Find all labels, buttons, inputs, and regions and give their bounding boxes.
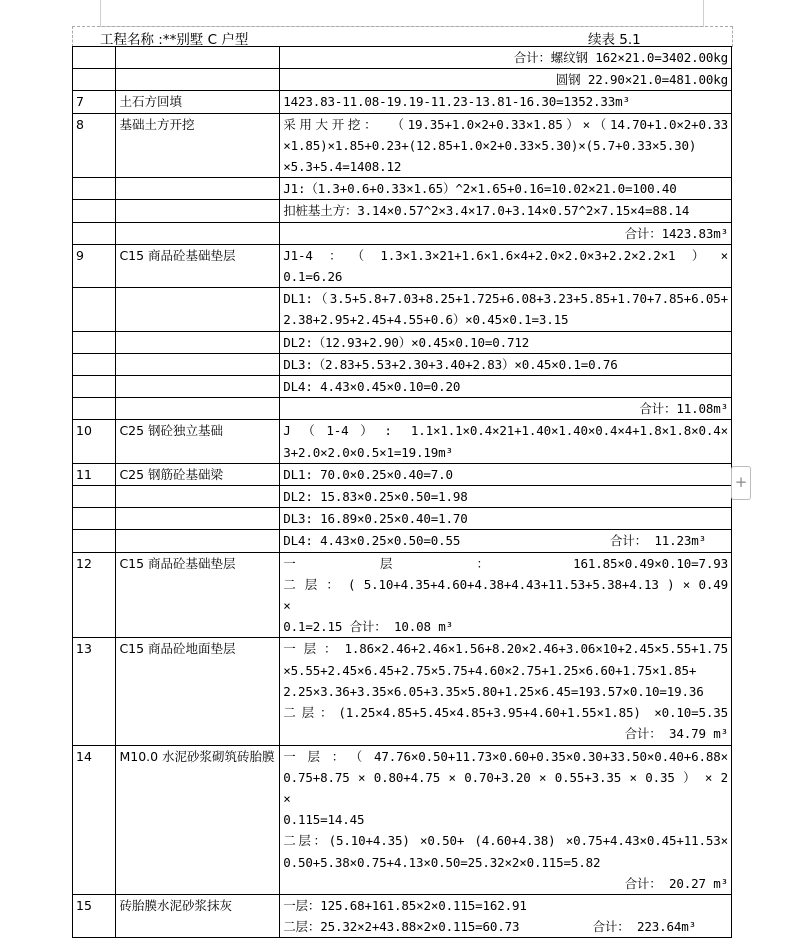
item-name: C15 商品砼基础垫层 bbox=[116, 244, 280, 287]
table-row bbox=[73, 200, 732, 222]
formula-line: 0.1=6.26 bbox=[283, 269, 343, 285]
table-row bbox=[73, 47, 732, 69]
formula-cell bbox=[280, 244, 732, 287]
table-row bbox=[73, 552, 732, 638]
formula-line: 采用大开挖： （19.35+1.0×2+0.33×1.85）×（14.70+1.0×2+0.33 bbox=[283, 116, 728, 132]
formula-line: 2.38+2.95+2.45+4.55+0.6）×0.45×0.1=3.15 bbox=[283, 312, 569, 328]
formula-line: 二层：(5.10+4.35) ×0.50+ (4.60+4.38) ×0.75+4.43×0.45+11.53× bbox=[283, 833, 728, 849]
formula-line: 0.1=2.15 合计： 10.08 m³ bbox=[283, 619, 453, 635]
table-row bbox=[73, 222, 732, 244]
table-row bbox=[73, 508, 732, 530]
formula-line: 扣桩基土方：3.14×0.57^2×3.4×17.0+3.14×0.57^2×7.15×4=88.14 bbox=[283, 203, 690, 219]
formula-cell bbox=[280, 530, 732, 552]
item-name: C15 商品砼基础垫层 bbox=[116, 552, 280, 638]
table-row bbox=[73, 288, 732, 331]
item-name bbox=[116, 508, 280, 530]
item-name bbox=[116, 200, 280, 222]
item-number bbox=[73, 178, 116, 200]
formula-cell bbox=[280, 113, 732, 178]
item-name: C15 商品砼地面垫层 bbox=[116, 638, 280, 745]
subtotal-text: 合计： 223.64m³ bbox=[592, 919, 696, 935]
item-number: 11 bbox=[73, 463, 116, 485]
subtotal-text: 合计： 20.27 m³ bbox=[624, 875, 728, 891]
formula-cell bbox=[280, 331, 732, 353]
formula-line: J（1-4）: 1.1×1.1×0.4×21+1.40×1.40×0.4×4+1.8×1.8×0.4× bbox=[283, 423, 728, 439]
item-name: C25 钢砼独立基础 bbox=[116, 420, 280, 463]
expand-plus-icon[interactable]: + bbox=[731, 466, 751, 500]
formula-cell bbox=[280, 745, 732, 894]
formula-line: ×1.85)×1.85+0.23+(12.85+1.0×2+0.33×5.30)×(5.7+0.33×5.30) bbox=[283, 137, 697, 153]
formula-cell bbox=[280, 353, 732, 375]
formula-line: 一层：125.68+161.85×2×0.115=162.91 bbox=[283, 897, 527, 913]
formula-line: DL2:（12.93+2.90）×0.45×0.10=0.712 bbox=[283, 334, 530, 350]
table-row bbox=[73, 178, 732, 200]
continuation-label: 续表 5.1 bbox=[588, 32, 641, 48]
formula-line: 0.115=14.45 bbox=[283, 812, 365, 828]
item-name bbox=[116, 47, 280, 69]
formula-cell bbox=[280, 420, 732, 463]
formula-cell bbox=[280, 178, 732, 200]
subtotal-text: 合计：1423.83m³ bbox=[624, 225, 728, 241]
item-name bbox=[116, 486, 280, 508]
table-row bbox=[73, 463, 732, 485]
item-number bbox=[73, 398, 116, 420]
formula-cell bbox=[280, 376, 732, 398]
item-name: C25 钢筋砼基础梁 bbox=[116, 463, 280, 485]
item-name bbox=[116, 398, 280, 420]
formula-line: DL1:（3.5+5.8+7.03+8.25+1.725+6.08+3.23+5.85+1.70+7.85+6.05+ bbox=[283, 291, 728, 307]
table-row bbox=[73, 113, 732, 178]
formula-cell bbox=[280, 222, 732, 244]
item-number bbox=[73, 353, 116, 375]
item-name bbox=[116, 331, 280, 353]
item-number bbox=[73, 222, 116, 244]
formula-line: 1423.83-11.08-19.19-11.23-13.81-16.30=1352.33m³ bbox=[283, 94, 630, 110]
formula-cell bbox=[280, 508, 732, 530]
table-row bbox=[73, 69, 732, 91]
formula-cell bbox=[280, 463, 732, 485]
formula-cell bbox=[280, 894, 732, 937]
item-name bbox=[116, 530, 280, 552]
table-row bbox=[73, 638, 732, 745]
formula-line: J1:（1.3+0.6+0.33×1.65）^2×1.65+0.16=10.02×21.0=100.40 bbox=[283, 181, 677, 197]
item-number: 9 bbox=[73, 244, 116, 287]
item-number: 8 bbox=[73, 113, 116, 178]
item-number bbox=[73, 376, 116, 398]
formula-line: 圆钢 22.90×21.0=481.00kg bbox=[555, 72, 728, 88]
subtotal-text: 合计： 34.79 m³ bbox=[624, 726, 728, 742]
table-row bbox=[73, 244, 732, 287]
formula-cell bbox=[280, 91, 732, 113]
formula-line: 二 层 ： ( 5.10+4.35+4.60+4.38+4.43+11.53+5.38+4.13 ) × 0.49 × bbox=[283, 576, 728, 614]
formula-line: DL4: 4.43×0.45×0.10=0.20 bbox=[283, 379, 461, 395]
item-number: 13 bbox=[73, 638, 116, 745]
formula-line: 3+2.0×2.0×0.5×1=19.19m³ bbox=[283, 444, 453, 460]
project-title: 工程名称 :**别墅 C 户型 bbox=[100, 32, 249, 48]
table-row bbox=[73, 530, 732, 552]
formula-line-with-total bbox=[283, 530, 728, 551]
table-row bbox=[73, 420, 732, 463]
formula-line: 2.25×3.36+3.35×6.05+3.35×5.80+1.25×6.45=193.57×0.10=19.36 bbox=[283, 683, 704, 699]
item-name: 土石方回填 bbox=[116, 91, 280, 113]
formula-line: DL3:（2.83+5.53+2.30+3.40+2.83）×0.45×0.1=0.76 bbox=[283, 356, 618, 372]
formula-cell bbox=[280, 398, 732, 420]
item-number: 10 bbox=[73, 420, 116, 463]
item-name: M10.0 水泥砂浆砌筑砖胎膜 bbox=[116, 745, 280, 894]
item-name bbox=[116, 288, 280, 331]
item-number: 12 bbox=[73, 552, 116, 638]
table-row bbox=[73, 894, 732, 937]
formula-line: ×5.3+5.4=1408.12 bbox=[283, 159, 402, 175]
item-number bbox=[73, 47, 116, 69]
table-row bbox=[73, 91, 732, 113]
item-number: 14 bbox=[73, 745, 116, 894]
item-number bbox=[73, 331, 116, 353]
formula-line: 0.75+8.75 × 0.80+4.75 × 0.70+3.20 × 0.55+3.35 × 0.35 ） × 2 × bbox=[283, 769, 728, 806]
formula-cell bbox=[280, 47, 732, 69]
item-number bbox=[73, 530, 116, 552]
item-number bbox=[73, 288, 116, 331]
item-number bbox=[73, 486, 116, 508]
item-number: 7 bbox=[73, 91, 116, 113]
item-name bbox=[116, 222, 280, 244]
formula-line: 0.50+5.38×0.75+4.13×0.50=25.32×2×0.115=5.82 bbox=[283, 854, 601, 870]
item-number bbox=[73, 508, 116, 530]
formula-cell bbox=[280, 288, 732, 331]
formula-cell bbox=[280, 69, 732, 91]
page-top-strip bbox=[100, 0, 704, 27]
formula-cell bbox=[280, 486, 732, 508]
item-number bbox=[73, 200, 116, 222]
formula-line: DL1: 70.0×0.25×0.40=7.0 bbox=[283, 466, 453, 482]
formula-cell bbox=[280, 200, 732, 222]
table-row bbox=[73, 353, 732, 375]
item-name bbox=[116, 178, 280, 200]
table-row bbox=[73, 486, 732, 508]
subtotal-text: 合计：11.08m³ bbox=[639, 401, 728, 417]
formula-line: 二层：(1.25×4.85+5.45×4.85+3.95+4.60+1.55×1.85) ×0.10=5.35 bbox=[283, 705, 728, 721]
formula-cell bbox=[280, 638, 732, 745]
formula-cell bbox=[280, 552, 732, 638]
item-number: 15 bbox=[73, 894, 116, 937]
formula-line: DL4: 4.43×0.25×0.50=0.55 bbox=[283, 533, 461, 549]
table-row bbox=[73, 398, 732, 420]
formula-line: 一层：（47.76×0.50+11.73×0.60+0.35×0.30+33.50×0.40+6.88× bbox=[283, 748, 728, 764]
item-name bbox=[116, 353, 280, 375]
formula-line: 一层：161.85×0.49×0.10=7.93 bbox=[283, 555, 728, 571]
table-row bbox=[73, 745, 732, 894]
item-number bbox=[73, 69, 116, 91]
formula-line: DL2: 15.83×0.25×0.50=1.98 bbox=[283, 489, 468, 505]
item-name bbox=[116, 376, 280, 398]
formula-line: ×5.55+2.45×6.45+2.75×5.75+4.60×2.75+1.25×6.60+1.75×1.85+ bbox=[283, 662, 697, 678]
formula-line: J1-4：（1.3×1.3×21+1.6×1.6×4+2.0×2.0×3+2.2×2.2×1）× bbox=[283, 247, 728, 263]
calculation-table bbox=[72, 46, 732, 938]
table-row bbox=[73, 331, 732, 353]
formula-line: 二层：25.32×2+43.88×2×0.115=60.73 bbox=[283, 919, 520, 935]
item-name bbox=[116, 69, 280, 91]
table-row bbox=[73, 376, 732, 398]
subtotal-text: 合计： 11.23m³ bbox=[609, 533, 706, 549]
item-name: 砖胎膜水泥砂浆抹灰 bbox=[116, 894, 280, 937]
subtotal-text: 合计：螺纹钢 162×21.0=3402.00kg bbox=[513, 50, 728, 65]
formula-line: DL3: 16.89×0.25×0.40=1.70 bbox=[283, 511, 468, 527]
formula-line: 一层：1.86×2.46+2.46×1.56+8.20×2.46+3.06×10+2.45×5.55+1.75 bbox=[283, 641, 728, 657]
item-name: 基础土方开挖 bbox=[116, 113, 280, 178]
formula-line-with-total bbox=[283, 916, 728, 937]
